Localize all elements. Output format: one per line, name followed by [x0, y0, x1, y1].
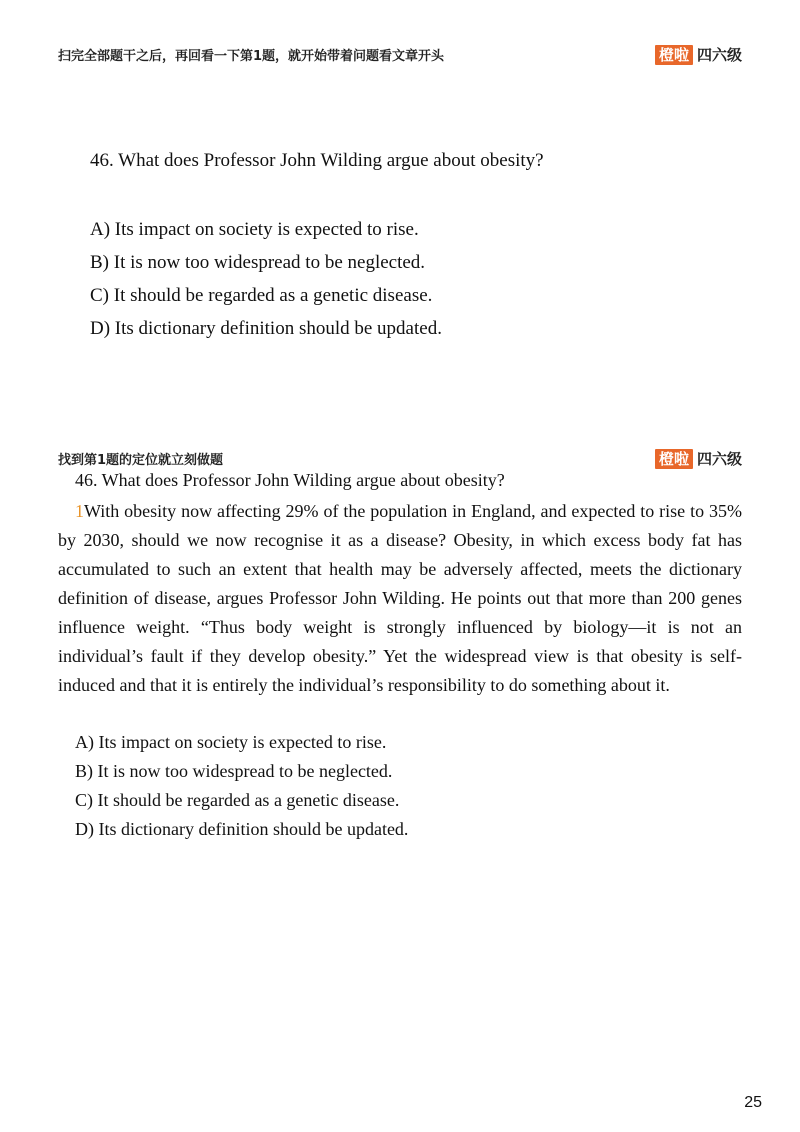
brand-level: 四六级: [696, 46, 742, 64]
instruction-text: 找到第1题的定位就立刻做题: [58, 453, 224, 468]
passage-text: With obesity now affecting 29% of the population in England, and expected to rise to 35% by 2030, should we now recognise it as a disease? Obesity, in which excess body fat has accumulated to such an extent that health may be adversely affected, meets the dictionary definition of disease, argues Professor John Wilding. He points out that more than 200 genes influence weight. “Thus body weight is strongly influenced by biology—it is not an individual’s fault if they develop obesity.” Yet the widespread view is that obesity is self-induced and that it is entirely the individual’s responsibility to do something about it.: [58, 501, 742, 695]
brand-logo: [655, 44, 742, 65]
brand-logo: [655, 448, 742, 469]
header-mid: [58, 448, 742, 469]
brand-name: 橙啦: [655, 45, 693, 65]
option-d: D) Its dictionary definition should be updated.: [75, 819, 409, 839]
option-c: C) It should be regarded as a genetic disease.: [75, 790, 400, 810]
option-b: B) It is now too widespread to be neglected.: [90, 252, 426, 273]
option-a: A) Its impact on society is expected to rise.: [90, 219, 419, 240]
option-b: B) It is now too widespread to be neglected.: [75, 761, 393, 781]
option-list: [90, 216, 442, 348]
brand-name: 橙啦: [655, 449, 693, 469]
locator-marker: 1: [75, 501, 84, 521]
brand-level: 四六级: [696, 450, 742, 468]
option-list: [75, 730, 408, 846]
header-top: [58, 44, 742, 65]
instruction-text: 扫完全部题干之后，再回看一下第1题，就开始带着问题看文章开头: [58, 49, 445, 64]
option-d: D) Its dictionary definition should be updated.: [90, 318, 442, 339]
question-title: 46. What does Professor John Wilding argue about obesity?: [75, 470, 505, 490]
option-c: C) It should be regarded as a genetic disease.: [90, 285, 433, 306]
passage: [58, 497, 742, 700]
question-title: 46. What does Professor John Wilding argue about obesity?: [90, 150, 544, 171]
page-number: 25: [744, 1094, 762, 1111]
option-a: A) Its impact on society is expected to rise.: [75, 732, 387, 752]
